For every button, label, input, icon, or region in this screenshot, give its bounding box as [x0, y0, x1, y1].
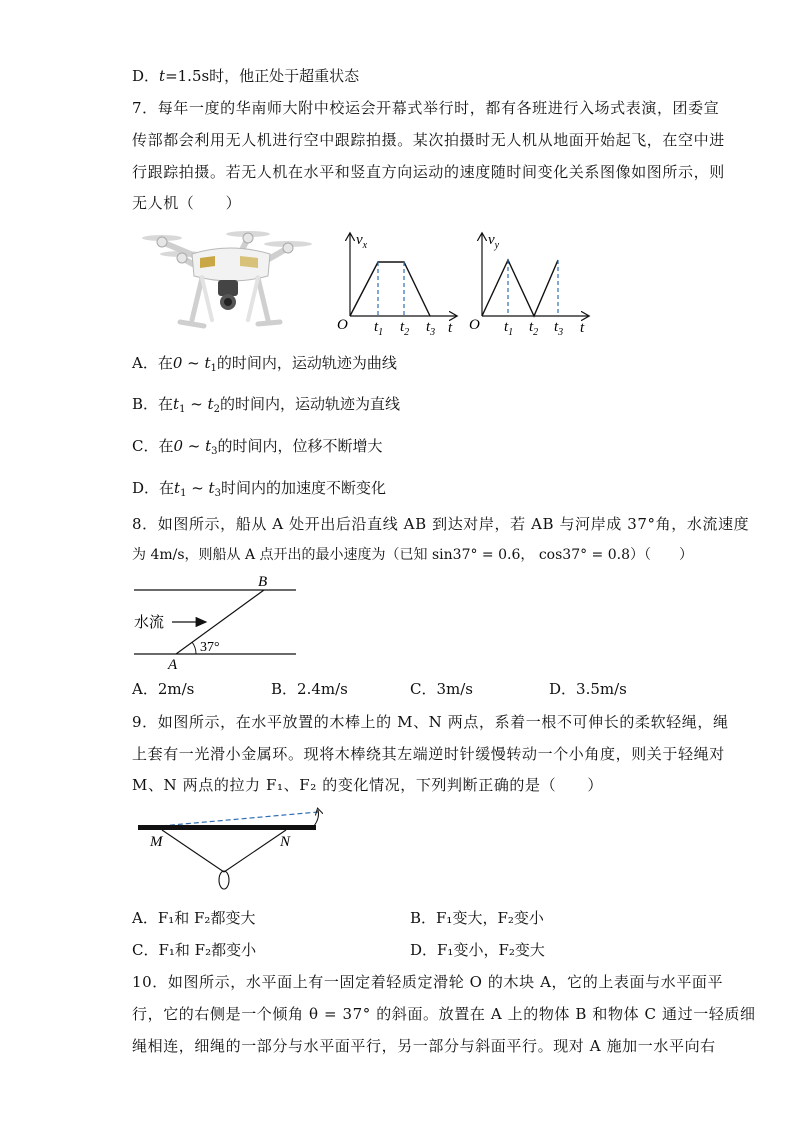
point-n: N	[280, 834, 291, 850]
q7-line-4: 无人机（ ）	[132, 194, 242, 212]
q9-option-d: D．F₁变小，F₂变大	[410, 941, 545, 959]
q10-line-2: 行，它的右侧是一个倾角 θ = 37° 的斜面。放置在 A 上的物体 B 和物体 C 通过一轻质细	[132, 1005, 756, 1023]
vx-tick-t1: $t_1$	[374, 319, 384, 338]
q7-option-c: C．在0 ~ $t_3$的时间内，位移不断增大	[132, 437, 383, 457]
q7-option-d: D．在$t_1$ ~ $t_3$时间内的加速度不断变化	[132, 479, 386, 499]
q9-option-b: B．F₁变大，F₂变小	[410, 909, 544, 927]
q8-line-2: 为 4m/s，则船从 A 点开出的最小速度为（已知 sin37° = 0.6， cos37° = 0.8）（ ）	[132, 547, 693, 563]
q9-line-3: M、N 两点的拉力 F₁、F₂ 的变化情况，下列判断正确的是（ ）	[132, 776, 604, 794]
point-a: A	[168, 657, 178, 672]
vx-tick-t2: $t_2$	[400, 319, 410, 338]
q8-option-d: D．3.5m/s	[549, 680, 627, 698]
q8-option-b: B．2.4m/s	[271, 680, 348, 698]
vx-curve	[350, 262, 430, 316]
metal-ring	[219, 871, 229, 889]
angle-label: 37°	[200, 640, 220, 655]
drone-photo-icon	[140, 224, 336, 336]
q7-option-b: B．在$t_1$ ~ $t_2$的时间内，运动轨迹为直线	[132, 395, 400, 415]
point-m: M	[150, 834, 163, 850]
vx-label: $v_x$	[356, 232, 368, 251]
q8-option-c: C．3m/s	[410, 680, 473, 698]
q7-line-2: 传部都会利用无人机进行空中跟踪拍摄。某次拍摄时无人机从地面开始起飞，在空中进	[132, 131, 725, 149]
point-b: B	[258, 574, 268, 590]
q7-option-a: A．在0 ~ $t_1$的时间内，运动轨迹为曲线	[132, 354, 397, 374]
vy-label: $v_y$	[488, 232, 500, 251]
prev-option-d: D．t=1.5s时，他正处于超重状态	[132, 67, 360, 85]
q8-line-1: 8．如图所示，船从 A 处开出后沿直线 AB 到达对岸，若 AB 与河岸成 37°角，水流速度	[132, 515, 750, 533]
q7-line-3: 行跟踪拍摄。若无人机在水平和竖直方向运动的速度随时间变化关系图像如图所示，则	[132, 163, 725, 181]
vy-tick-t1: $t_1$	[504, 319, 514, 338]
q7-line-1: 7．每年一度的华南师大附中校运会开幕式举行时，都有各班进行入场式表演，团委宣	[132, 99, 720, 117]
wooden-rod	[138, 825, 316, 830]
q9-line-1: 9．如图所示，在水平放置的木棒上的 M、N 两点，系着一根不可伸长的柔软轻绳，绳	[132, 713, 729, 731]
vy-origin: O	[469, 317, 480, 333]
q9-option-a: A．F₁和 F₂都变大	[132, 909, 256, 927]
vy-tick-t2: $t_2$	[529, 319, 539, 338]
rope-right	[224, 830, 286, 872]
q10-line-3: 绳相连，细绳的一部分与水平面平行，另一部分与斜面平行。现对 A 施加一水平向右	[132, 1037, 716, 1055]
rope-left	[162, 830, 224, 872]
q9-option-c: C．F₁和 F₂都变小	[132, 941, 257, 959]
rod-figure	[132, 806, 332, 894]
flow-label: 水流	[134, 615, 165, 631]
vx-origin: O	[337, 317, 348, 333]
vy-curve	[482, 260, 558, 316]
q8-option-a: A．2m/s	[132, 680, 195, 698]
vx-tick-t3: $t_3$	[426, 319, 436, 338]
vy-tick-t3: $t_3$	[554, 319, 564, 338]
river-figure	[130, 572, 300, 672]
vy-t-label: t	[580, 320, 585, 336]
q9-line-2: 上套有一光滑小金属环。现将木棒绕其左端逆时针缓慢转动一个小角度，则关于轻绳对	[132, 745, 725, 763]
vx-t-label: t	[448, 320, 453, 336]
vx-graph	[334, 228, 464, 338]
q10-line-1: 10．如图所示，水平面上有一固定着轻质定滑轮 O 的木块 A，它的上表面与水平面平	[132, 973, 724, 991]
vy-graph	[466, 228, 596, 338]
angle-arc	[192, 642, 196, 654]
